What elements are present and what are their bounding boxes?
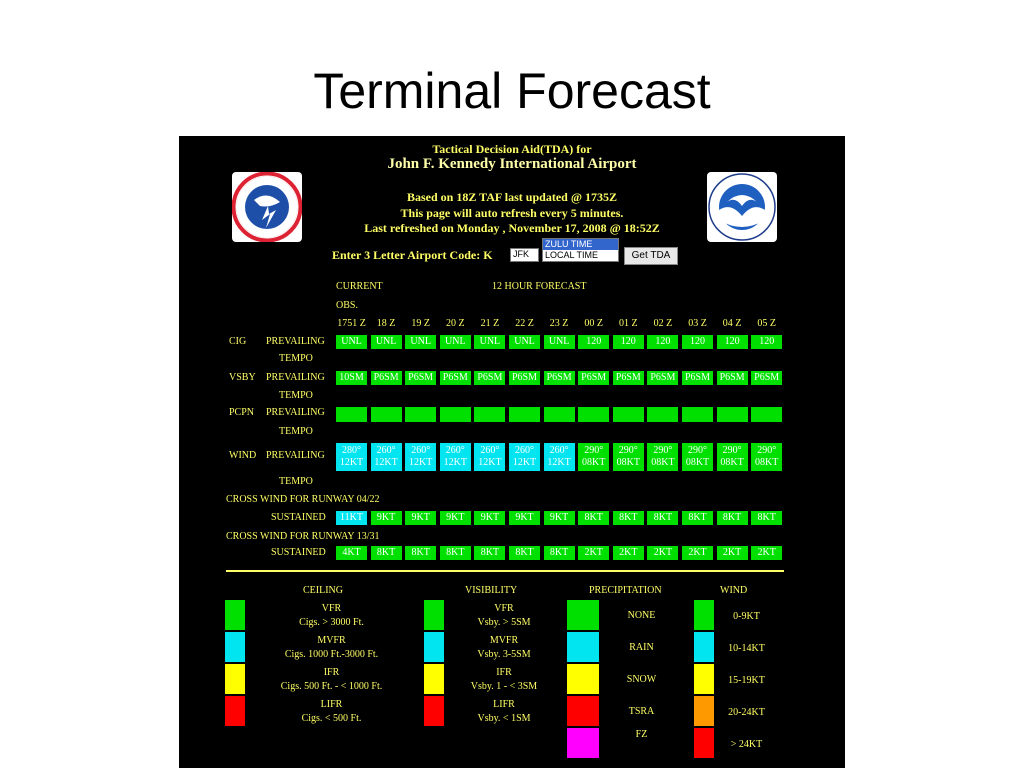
legend-visibility-text	[449, 666, 559, 693]
wind-direction: 290°	[618, 444, 638, 456]
get-tda-button[interactable]: Get TDA	[624, 247, 678, 265]
legend-description: Cigs. > 3000 Ft.	[299, 616, 364, 628]
wind-cell	[681, 442, 714, 472]
legend-precip-swatch	[567, 728, 599, 758]
legend-ceiling-swatch	[225, 632, 245, 662]
pcpn-cell	[439, 406, 472, 423]
legend-visibility-swatch	[424, 664, 444, 694]
legend-description: Cigs. < 500 Ft.	[301, 712, 362, 724]
legend-precip-text: TSRA	[628, 706, 655, 717]
tda-panel	[179, 136, 845, 768]
wind-speed: 12KT	[374, 457, 398, 468]
legend-ceiling-swatch	[225, 696, 245, 726]
legend-visibility-swatch	[424, 600, 444, 630]
legend-wind-text: 15-19KT	[728, 675, 765, 686]
cross2-cell: 2KT	[577, 545, 610, 561]
legend-visibility-title: VISIBILITY	[465, 585, 518, 596]
time-header: 23 Z	[549, 318, 569, 329]
pcpn-cell	[577, 406, 610, 423]
wind-direction: 290°	[584, 444, 604, 456]
taf-update-text: Based on 18Z TAF last updated @ 1735Z	[407, 190, 617, 204]
slide-title: Terminal Forecast	[313, 63, 711, 119]
wind-cell	[612, 442, 645, 472]
cig-cell: 120	[716, 334, 749, 350]
legend-precip-swatch	[567, 632, 599, 662]
vsby-cell: P6SM	[612, 370, 645, 386]
cig-cell: UNL	[473, 334, 506, 350]
wind-cell	[370, 442, 403, 472]
wind-speed: 12KT	[409, 457, 433, 468]
wind-cell	[543, 442, 576, 472]
cross1-cell: 9KT	[473, 510, 506, 526]
legend-precip-text: SNOW	[626, 674, 657, 685]
legend-description: Cigs. 1000 Ft.-3000 Ft.	[284, 648, 379, 660]
time-zone-select[interactable]	[542, 238, 619, 262]
legend-description: Cigs. 500 Ft. - < 1000 Ft.	[280, 680, 383, 692]
legend-ceiling-text	[259, 698, 404, 725]
legend-description: Vsby. 3-5SM	[477, 648, 531, 660]
legend-ceiling-swatch	[225, 600, 245, 630]
wind-direction: 260°	[411, 444, 431, 456]
cig-cell: UNL	[543, 334, 576, 350]
wind-direction: 290°	[757, 444, 777, 456]
legend-visibility-swatch	[424, 696, 444, 726]
vsby-cell: P6SM	[508, 370, 541, 386]
cig-cell: UNL	[335, 334, 368, 350]
vsby-cell: P6SM	[577, 370, 610, 386]
vsby-cell: P6SM	[473, 370, 506, 386]
wind-speed: 12KT	[547, 457, 571, 468]
legend-precip-text: FZ	[635, 729, 648, 740]
wind-cell	[750, 442, 783, 472]
time-header: 02 Z	[653, 318, 673, 329]
vsby-cell: P6SM	[750, 370, 783, 386]
wind-cell	[335, 442, 368, 472]
cig-cell: UNL	[404, 334, 437, 350]
airport-name: John F. Kennedy International Airport	[387, 156, 637, 172]
obs-label: OBS.	[336, 300, 358, 311]
pcpn-cell	[750, 406, 783, 423]
vsby-cell: P6SM	[404, 370, 437, 386]
legend-description: Vsby. 1 - < 3SM	[470, 680, 538, 692]
cross2-title: CROSS WIND FOR RUNWAY 13/31	[226, 531, 380, 542]
wind-cell	[577, 442, 610, 472]
wind-speed: 08KT	[755, 457, 779, 468]
legend-ceiling-swatch	[225, 664, 245, 694]
airport-code-input[interactable]: JFK	[510, 248, 539, 262]
wind-direction: 260°	[445, 444, 465, 456]
time-header: 01 Z	[618, 318, 638, 329]
current-label: CURRENT	[336, 281, 383, 292]
vsby-cell: P6SM	[716, 370, 749, 386]
vsby-label: VSBY	[229, 372, 256, 383]
time-header: 19 Z	[411, 318, 430, 329]
cross1-cell: 9KT	[508, 510, 541, 526]
cross1-title: CROSS WIND FOR RUNWAY 04/22	[226, 494, 380, 505]
wind-cell	[646, 442, 679, 472]
pcpn-cell	[543, 406, 576, 423]
pcpn-cell	[681, 406, 714, 423]
wind-direction: 290°	[653, 444, 673, 456]
cross2-cell: 2KT	[716, 545, 749, 561]
legend-ceiling-text	[259, 666, 404, 693]
cross1-cell: 9KT	[404, 510, 437, 526]
legend-wind-swatch	[694, 696, 714, 726]
pcpn-cell	[508, 406, 541, 423]
cross1-cell: 11KT	[335, 510, 368, 526]
cross2-cell: 2KT	[681, 545, 714, 561]
wind-label: WIND	[229, 450, 257, 461]
time-header: 22 Z	[515, 318, 534, 329]
legend-category: LIFR	[493, 699, 515, 710]
wind-cell	[473, 442, 506, 472]
vsby-cell: P6SM	[681, 370, 714, 386]
wind-direction: 290°	[722, 444, 742, 456]
legend-wind-title: WIND	[720, 585, 748, 596]
section-divider	[226, 570, 784, 572]
vsby-tempo-label: TEMPO	[279, 390, 313, 401]
wind-cell	[716, 442, 749, 472]
cross1-sustained-label: SUSTAINED	[271, 512, 326, 523]
legend-wind-text: 10-14KT	[728, 643, 765, 654]
wind-direction: 260°	[376, 444, 396, 456]
legend-category: VFR	[321, 603, 342, 614]
cross1-cell: 9KT	[439, 510, 472, 526]
wind-direction: 290°	[688, 444, 707, 456]
wind-direction: 260°	[480, 444, 500, 456]
legend-wind-swatch	[694, 664, 714, 694]
wind-cell	[508, 442, 541, 472]
pcpn-cell	[370, 406, 403, 423]
forecast-label: 12 HOUR FORECAST	[492, 281, 587, 292]
cross2-cell: 2KT	[646, 545, 679, 561]
wind-speed: 12KT	[339, 457, 364, 468]
wind-prevailing-label: PREVAILING	[266, 450, 325, 461]
cross2-cell: 2KT	[612, 545, 645, 561]
wind-direction: 280°	[342, 444, 361, 456]
legend-wind-text: 20-24KT	[728, 707, 765, 718]
cig-cell: UNL	[439, 334, 472, 350]
cross2-cell: 8KT	[473, 545, 506, 561]
cross2-cell: 8KT	[508, 545, 541, 561]
vsby-cell: P6SM	[646, 370, 679, 386]
legend-category: MVFR	[317, 635, 346, 646]
cig-cell: 120	[577, 334, 610, 350]
time-header: 21 Z	[480, 318, 500, 329]
vsby-prevailing-label: PREVAILING	[266, 372, 325, 383]
wind-cell	[439, 442, 472, 472]
wind-speed: 08KT	[616, 457, 640, 468]
pcpn-tempo-label: TEMPO	[279, 426, 313, 437]
cross1-cell: 8KT	[646, 510, 679, 526]
legend-category: VFR	[494, 603, 514, 614]
wind-speed: 08KT	[720, 457, 744, 468]
cross2-cell: 8KT	[404, 545, 437, 561]
legend-category: IFR	[496, 667, 512, 678]
cross1-cell: 9KT	[370, 510, 403, 526]
legend-precip-title: PRECIPITATION	[589, 585, 662, 596]
legend-ceiling-text	[259, 634, 404, 661]
time-header: 05 Z	[757, 318, 776, 329]
legend-precip-swatch	[567, 696, 599, 726]
legend-precip-swatch	[567, 600, 599, 630]
pcpn-cell	[335, 406, 368, 423]
legend-wind-text: > 24KT	[730, 739, 763, 750]
cig-label: CIG	[229, 336, 247, 347]
cross1-cell: 8KT	[750, 510, 783, 526]
auto-refresh-text: This page will auto refresh every 5 minutes.	[400, 206, 624, 220]
airport-code-label: Enter 3 Letter Airport Code: K	[332, 248, 493, 262]
legend-category: IFR	[323, 667, 340, 678]
cross2-cell: 4KT	[335, 545, 368, 561]
cig-cell: 120	[646, 334, 679, 350]
wind-speed: 08KT	[685, 457, 710, 468]
cross1-cell: 8KT	[577, 510, 610, 526]
legend-visibility-text	[449, 602, 559, 629]
cig-prevailing-label: PREVAILING	[266, 336, 325, 347]
wind-speed: 12KT	[512, 457, 537, 468]
tda-heading: Tactical Decision Aid(TDA) for	[432, 142, 592, 156]
wind-cell	[404, 442, 437, 472]
legend-precip-text: RAIN	[629, 642, 654, 653]
wind-direction: 260°	[549, 444, 569, 456]
legend-description: Vsby. < 1SM	[477, 712, 531, 724]
wind-speed: 12KT	[443, 457, 467, 468]
cig-cell: UNL	[370, 334, 403, 350]
cross2-sustained-label: SUSTAINED	[271, 547, 326, 558]
wind-speed: 08KT	[651, 457, 675, 468]
pcpn-cell	[404, 406, 437, 423]
legend-ceiling-title: CEILING	[303, 585, 343, 596]
time-header: 1751 Z	[337, 318, 366, 329]
vsby-cell: P6SM	[439, 370, 472, 386]
legend-precip-swatch	[567, 664, 599, 694]
legend-wind-swatch	[694, 728, 714, 758]
legend-category: MVFR	[489, 635, 519, 646]
vsby-cell: P6SM	[543, 370, 576, 386]
cross1-cell: 8KT	[681, 510, 714, 526]
time-header: 04 Z	[722, 318, 742, 329]
legend-description: Vsby. > 5SM	[477, 616, 531, 628]
legend-precip-text: NONE	[627, 610, 656, 621]
cross2-cell: 2KT	[750, 545, 783, 561]
legend-wind-text: 0-9KT	[733, 611, 760, 622]
legend-visibility-text	[449, 634, 559, 661]
cross1-cell: 8KT	[612, 510, 645, 526]
wind-speed: 08KT	[582, 457, 606, 468]
time-header: 03 Z	[688, 318, 707, 329]
cross2-cell: 8KT	[543, 545, 576, 561]
legend-visibility-text	[449, 698, 559, 725]
cross2-cell: 8KT	[370, 545, 403, 561]
time-header: 18 Z	[376, 318, 396, 329]
wind-direction: 260°	[515, 444, 534, 456]
vsby-cell: 10SM	[335, 370, 368, 386]
cross1-cell: 9KT	[543, 510, 576, 526]
vsby-cell: P6SM	[370, 370, 403, 386]
wind-speed: 12KT	[478, 457, 502, 468]
cig-tempo-label: TEMPO	[279, 353, 313, 364]
pcpn-cell	[646, 406, 679, 423]
pcpn-prevailing-label: PREVAILING	[266, 407, 325, 418]
wind-tempo-label: TEMPO	[279, 476, 313, 487]
legend-wind-swatch	[694, 632, 714, 662]
time-option-local[interactable]: LOCAL TIME	[545, 250, 599, 260]
pcpn-cell	[473, 406, 506, 423]
cig-cell: 120	[750, 334, 783, 350]
nws-logo-icon	[232, 172, 302, 242]
cig-cell: UNL	[508, 334, 541, 350]
noaa-logo-icon	[707, 172, 777, 242]
cig-cell: 120	[612, 334, 645, 350]
cig-cell: 120	[681, 334, 714, 350]
cross2-cell: 8KT	[439, 545, 472, 561]
legend-visibility-swatch	[424, 632, 444, 662]
legend-wind-swatch	[694, 600, 714, 630]
last-refreshed-text: Last refreshed on Monday , November 17, 2008 @ 18:52Z	[364, 221, 660, 235]
time-option-zulu[interactable]: ZULU TIME	[543, 239, 618, 250]
pcpn-label: PCPN	[229, 407, 255, 418]
time-header: 20 Z	[445, 318, 465, 329]
pcpn-cell	[716, 406, 749, 423]
legend-ceiling-text	[259, 602, 404, 629]
legend-category: LIFR	[320, 699, 343, 710]
cross1-cell: 8KT	[716, 510, 749, 526]
pcpn-cell	[612, 406, 645, 423]
time-header: 00 Z	[584, 318, 603, 329]
